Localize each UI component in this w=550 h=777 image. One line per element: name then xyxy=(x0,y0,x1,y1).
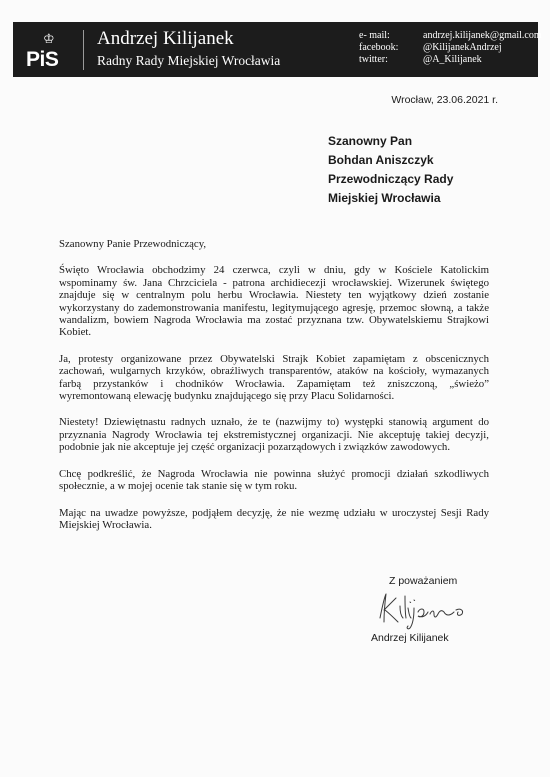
contact-label: twitter: xyxy=(359,54,388,65)
addressee-block xyxy=(328,132,453,208)
paragraph: Święto Wrocławia obchodzimy 24 czerwca, czyli w dniu, gdy w Kościele Katolickim wspominamy św. Jana Chrzciciela - patrona archidiecezji wrocławskiej. Wizerunek świętego znajduje się w centralnym polu herbu Wrocławia. Niestety ten wyjątkowy dzień zostanie wykorzystany do zademonstrowania manifestu, legitymującego agresję, przemoc słowną, a także wandalizm, bowiem Nagroda Wrocławia ma zostać przyznana tzw. Obywatelskiemu Strajkowi Kobiet. xyxy=(59,264,489,339)
header-divider xyxy=(83,30,84,70)
logo-text: PiS xyxy=(26,48,59,71)
addressee-line: Szanowny Pan xyxy=(328,134,413,148)
sender-name: Andrzej Kilijanek xyxy=(97,28,234,49)
letter-body xyxy=(59,238,489,545)
addressee-line: Miejskiej Wrocławia xyxy=(328,191,441,205)
email-link[interactable]: andrzej.kilijanek@gmail.com xyxy=(423,30,542,41)
letterhead xyxy=(13,22,542,77)
closing-text: Z poważaniem xyxy=(389,575,458,587)
addressee-line: Przewodniczący Rady xyxy=(328,172,454,186)
contact-label: e- mail: xyxy=(359,30,390,41)
contact-email xyxy=(359,30,542,42)
eagle-icon: ♔ xyxy=(43,31,55,46)
facebook-link[interactable]: @KilijanekAndrzej xyxy=(423,42,502,53)
pis-logo xyxy=(24,31,76,71)
letter-date: Wrocław, 23.06.2021 r. xyxy=(391,94,498,106)
paragraph: Chcę podkreślić, że Nagroda Wrocławia nie powinna służyć promocji działań szkodliwych społecznie, a w mojej ocenie tak stanie się w tym roku. xyxy=(59,467,489,493)
signature-image xyxy=(372,588,482,630)
addressee-line: Bohdan Aniszczyk xyxy=(328,153,434,167)
paragraph: Ja, protesty organizowane przez Obywatelski Strajk Kobiet zapamiętam z obscenicznych zachowań, wulgarnych krzyków, obraźliwych transparentów, ataków na kościoły, wymazanych farbą przystanków i chodników Wrocławia. Zapamiętam też zniszczoną, „świeżo” wyremontowaną elewację budynku znajdującego się przy Placu Solidarności. xyxy=(59,352,489,403)
contact-twitter xyxy=(359,54,542,66)
twitter-link[interactable]: @A_Kilijanek xyxy=(423,54,482,65)
greeting: Szanowny Panie Przewodniczący, xyxy=(59,238,207,250)
signer-name: Andrzej Kilijanek xyxy=(371,632,449,644)
sender-role: Radny Rady Miejskiej Wrocławia xyxy=(97,53,281,68)
paragraph: Niestety! Dziewiętnastu radnych uznało, że te (nazwijmy to) występki stanowią argument do przyznania Nagrody Wrocławia tej ekstremistycznej organizacji. Nie akceptuję takiej decyzji, podobnie jak nie akceptuje jej część organizacji pozarządowych i związków zawodowych. xyxy=(59,416,489,454)
paragraph: Mając na uwadze powyższe, podjąłem decyzję, że nie wezmę udziału w uroczystej Sesji Rady Miejskiej Wrocławia. xyxy=(59,506,489,531)
contact-info xyxy=(359,30,542,66)
contact-label: facebook: xyxy=(359,42,399,53)
contact-facebook xyxy=(359,42,542,54)
